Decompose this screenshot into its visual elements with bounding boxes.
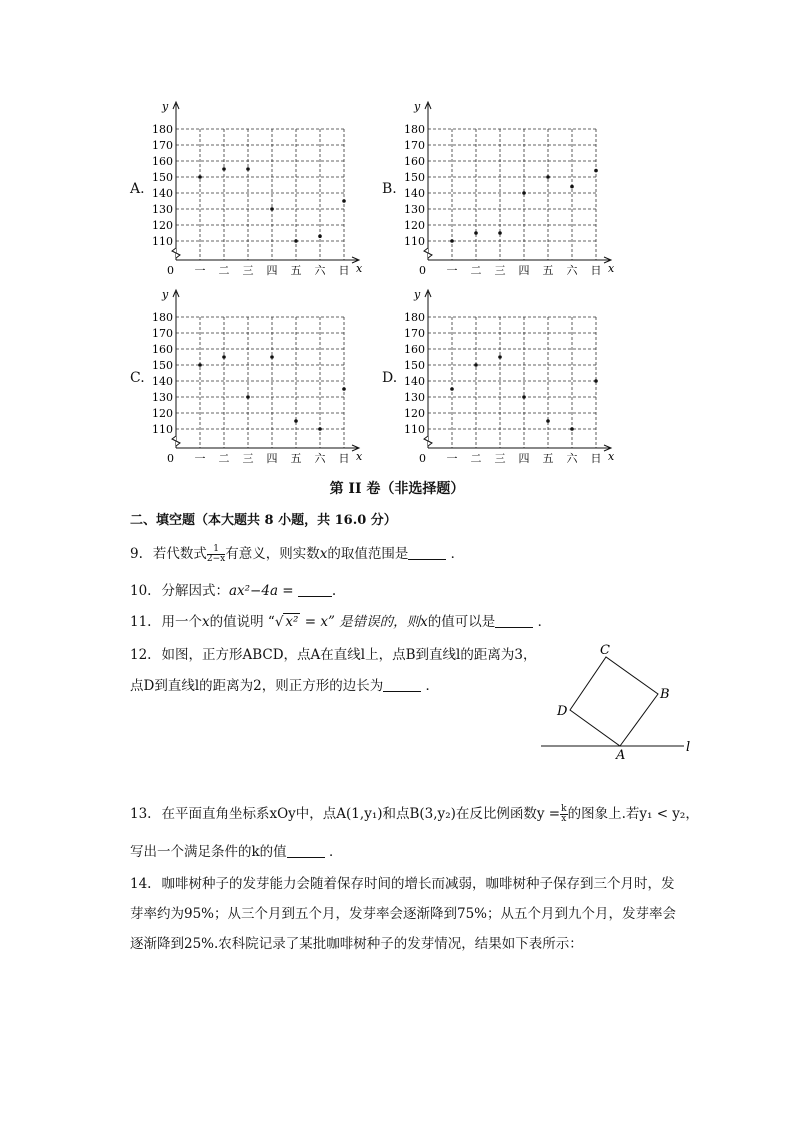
axis-break [172,248,180,258]
question-13-line2: 写出一个满足条件的k的值 ． [130,844,343,860]
x-tick-label: 五 [542,452,554,465]
y-tick-label: 160 [404,155,425,168]
question-10: 10. 分解因式：ax²−4a = . [130,583,337,599]
x-tick-label: 六 [566,264,578,277]
y-tick-label: 120 [404,219,425,232]
option-d-label: D. [382,370,398,386]
question-14-line3: 逐渐降到25%.农科院记录了某批咖啡树种子的发芽情况，结果如下表所示： [130,936,583,952]
data-point [318,234,322,238]
option-a-label: A. [130,181,145,197]
x-tick-label: 三 [242,452,254,465]
answer-blank[interactable] [298,582,332,597]
data-point [474,231,478,235]
data-point [198,175,202,179]
label-l: l [686,740,691,755]
y-tick-label: 110 [152,235,173,248]
data-point [498,231,502,235]
label-d: D [557,704,568,719]
data-point [246,167,250,171]
question-14-line2: 芽率约为95%；从三个月到五个月，发芽率会逐渐降到75%；从五个月到九个月，发芽率会 [130,906,677,922]
chart-option-a [150,98,370,278]
y-tick-label: 120 [152,407,173,420]
data-point [222,167,226,171]
y-tick-label: 160 [152,343,173,356]
y-tick-label: 130 [404,203,425,216]
fraction: $\frac{1}{2-x}$ [206,544,226,564]
part-heading: 二、填空题（本大题共 8 小题，共 16.0 分） [130,513,397,528]
x-tick-label: 四 [518,452,530,465]
y-tick-label: 140 [152,375,173,388]
x-tick-label: 三 [494,264,506,277]
y-tick-label: 140 [152,187,173,200]
data-point [270,355,274,359]
y-tick-label: 170 [404,139,425,152]
x-tick-label: 二 [470,264,482,277]
x-tick-label: 一 [446,452,458,465]
label-a: A [616,748,626,763]
data-point [498,355,502,359]
y-tick-label: 170 [404,327,425,340]
chart-option-c [150,286,370,466]
data-point [294,419,298,423]
x-tick-label: 四 [266,264,278,277]
y-tick-label: 120 [152,219,173,232]
axis-break [424,248,432,258]
x-axis-label: x [608,450,615,463]
data-point [474,363,478,367]
question-12-line2: 点D到直线l的距离为2，则正方形的边长为 ． [130,678,440,694]
y-tick-label: 130 [404,391,425,404]
x-tick-label: 六 [566,452,578,465]
x-tick-label: 日 [590,452,602,465]
x-tick-label: 一 [194,452,206,465]
origin-label: 0 [167,452,174,465]
data-point [318,427,322,431]
origin-label: 0 [419,452,426,465]
x-axis-label: x [356,450,363,463]
data-point [594,379,598,383]
y-tick-label: 150 [404,171,425,184]
x-tick-label: 二 [470,452,482,465]
square-figure [538,640,698,765]
x-tick-label: 二 [218,452,230,465]
data-point [294,239,298,243]
origin-label: 0 [419,264,426,277]
y-tick-label: 150 [404,359,425,372]
y-tick-label: 140 [404,187,425,200]
x-tick-label: 六 [314,452,326,465]
question-14-line1: 14. 咖啡树种子的发芽能力会随着保存时间的增长而减弱，咖啡树种子保存到三个月时，发 [130,876,675,892]
question-9: 9. 若代数式 $\frac{1}{2-x}$ 有意义，则实数x的取值范围是 ． [130,544,465,564]
data-point [546,175,550,179]
data-point [450,387,454,391]
y-tick-label: 110 [404,235,425,248]
x-axis-label: x [608,262,615,275]
y-axis-label: y [162,100,169,113]
y-tick-label: 150 [152,171,173,184]
answer-blank[interactable] [495,613,533,628]
y-tick-label: 150 [152,359,173,372]
option-c-label: C. [130,370,145,386]
y-axis-label: y [414,100,421,113]
data-point [270,207,274,211]
x-tick-label: 五 [290,452,302,465]
data-point [522,395,526,399]
x-tick-label: 日 [590,264,602,277]
answer-blank[interactable] [383,677,421,692]
y-tick-label: 170 [152,327,173,340]
x-tick-label: 日 [338,452,350,465]
x-tick-label: 四 [518,264,530,277]
y-axis-label: y [162,288,169,301]
chart-option-b [402,98,622,278]
data-point [342,199,346,203]
question-11: 11. 用一个x的值说明 “√ x² = x” 是错误的，则x的值可以是 ． [130,614,552,630]
axis-break [424,436,432,446]
y-tick-label: 180 [404,123,425,136]
x-tick-label: 日 [338,264,350,277]
data-point [570,427,574,431]
y-tick-label: 180 [152,123,173,136]
y-tick-label: 110 [152,423,173,436]
data-point [246,395,250,399]
y-tick-label: 130 [152,203,173,216]
x-tick-label: 三 [494,452,506,465]
x-tick-label: 四 [266,452,278,465]
data-point [522,191,526,195]
x-tick-label: 一 [194,264,206,277]
data-point [594,169,598,173]
answer-blank[interactable] [408,545,446,560]
x-axis-label: x [356,262,363,275]
data-point [546,419,550,423]
x-tick-label: 五 [542,264,554,277]
y-tick-label: 140 [404,375,425,388]
y-tick-label: 180 [404,311,425,324]
option-b-label: B. [382,181,397,197]
label-b: B [660,687,670,702]
section-title: 第 II 卷（非选择题） [329,481,465,497]
x-tick-label: 六 [314,264,326,277]
axis-break [172,436,180,446]
y-axis-label: y [414,288,421,301]
square-abcd [570,657,658,746]
chart-option-d [402,286,622,466]
data-point [222,355,226,359]
origin-label: 0 [167,264,174,277]
x-tick-label: 三 [242,264,254,277]
fraction: $\frac{k}{x}$ [561,804,567,824]
data-point [342,387,346,391]
x-tick-label: 一 [446,264,458,277]
y-tick-label: 180 [152,311,173,324]
y-tick-label: 160 [152,155,173,168]
y-tick-label: 110 [404,423,425,436]
question-13-line1: 13. 在平面直角坐标系xOy中，点A(1,y₁)和点B(3,y₂)在反比例函数y = $\frac{k}{x}$ 的图象上.若y₁ < y₂， [130,804,699,824]
answer-blank[interactable] [287,843,325,858]
label-c: C [600,643,610,658]
data-point [450,239,454,243]
y-tick-label: 160 [404,343,425,356]
question-12-line1: 12. 如图，正方形ABCD，点A在直线l上，点B到直线l的距离为3， [130,647,537,663]
data-point [198,363,202,367]
y-tick-label: 130 [152,391,173,404]
data-point [570,185,574,189]
y-tick-label: 170 [152,139,173,152]
y-tick-label: 120 [404,407,425,420]
x-tick-label: 二 [218,264,230,277]
x-tick-label: 五 [290,264,302,277]
